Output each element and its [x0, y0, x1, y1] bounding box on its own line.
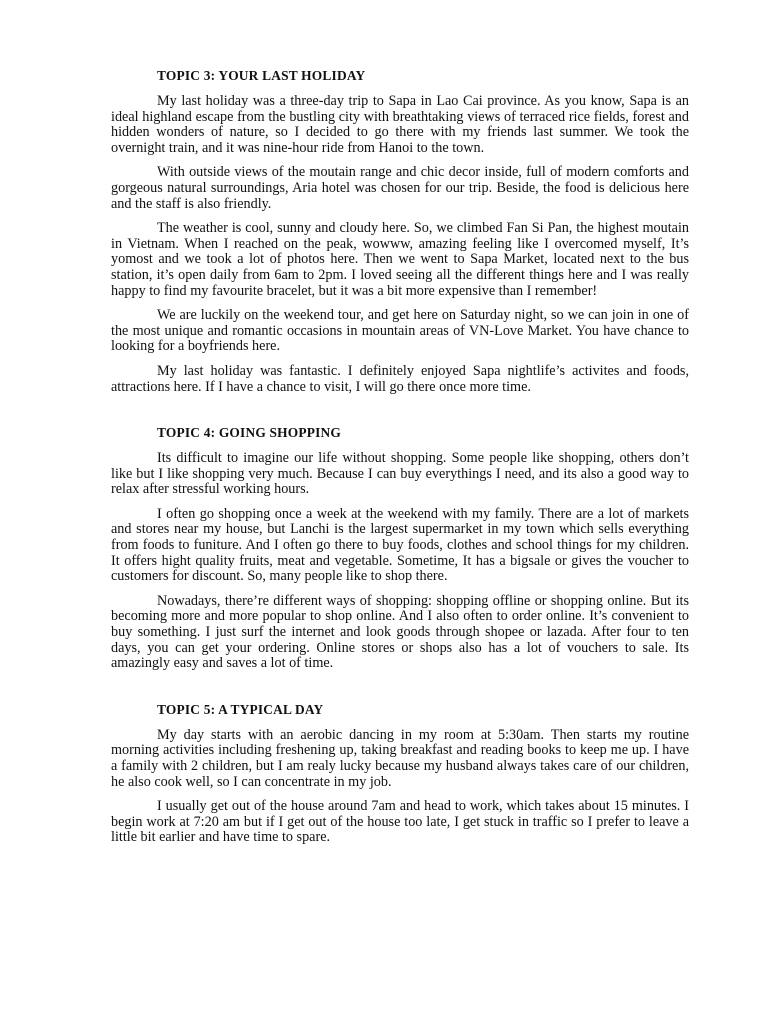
paragraph: My day starts with an aerobic dancing in my room at 5:30am. Then starts my routine morning activities including freshening up, taking breakfast and reading books to keep me up. I have a family with 2 children, but I am realy lucky because my husband always takes care of our children, he also cook well, so I can concentrate in my job.	[111, 726, 689, 790]
paragraph: I often go shopping once a week at the weekend with my family. There are a lot of markets and stores near my house, but Lanchi is the largest supermarket in my town which sells everything from foods to funiture. And I often go there to buy foods, clothes and school things for my children. It offers hight quality fruits, meat and vegetable. Sometime, It has a bigsale or gives the voucher to customers for discount. So, many people like to shop there.	[111, 505, 689, 585]
paragraph: Its difficult to imagine our life without shopping. Some people like shopping, others don’t like but I like shopping very much. Because I can buy everythings I need, and its also a good way to relax after stressful working hours.	[111, 450, 689, 498]
paragraph: Nowadays, there’re different ways of shopping: shopping offline or shopping online. But its becoming more and more popular to shop online. And I also often to order online. It’s convenient to buy something. I just surf the internet and look goods through shopee or lazada. After four to ten days, you can get your ordering. Online stores or shops also has a lot of vouchers to sale. Its amazingly easy and saves a lot of time.	[111, 592, 689, 672]
topic-5-title: TOPIC 5: A TYPICAL DAY	[157, 701, 324, 717]
topic-4-title: TOPIC 4: GOING SHOPPING	[157, 425, 342, 441]
document-page	[111, 66, 689, 874]
topic-3-section	[111, 66, 689, 395]
paragraph: My last holiday was a three-day trip to Sapa in Lao Cai province. As you know, Sapa is an ideal highland escape from the bustling city with breathtaking views of terraced rice fields, forest and hidden wonders of nature, so I decided to go there with my friends last summer. We took the overnight train, and it was nine-hour ride from Hanoi to the town.	[111, 93, 689, 156]
topic-4-section	[111, 423, 689, 672]
topic-5-section	[111, 700, 689, 846]
paragraph: We are luckily on the weekend tour, and get here on Saturday night, so we can join in one of the most unique and romantic occasions in mountain areas of VN-Love Market. You have chance to looking for a boyfriends here.	[111, 307, 689, 355]
paragraph: With outside views of the moutain range and chic decor inside, full of modern comforts and gorgeous natural surroundings, Aria hotel was chosen for our trip. Beside, the food is delicious here and the staff is also friendly.	[111, 164, 689, 212]
paragraph: The weather is cool, sunny and cloudy here. So, we climbed Fan Si Pan, the highest moutain in Vietnam. When I reached on the peak, wowww, amazing feeling like I overcomed myself, It’s yomost and we took a lot of photos here. Then we went to Sapa Market, located next to the bus station, it’s open daily from 6am to 2pm. I loved seeing all the different things here and I was really happy to find my favourite bracelet, but it was a bit more expensive than I remember!	[111, 220, 689, 299]
paragraph: I usually get out of the house around 7am and head to work, which takes about 15 minutes. I begin work at 7:20 am but if I get out of the house too late, I get stuck in traffic so I prefer to leave a little bit earlier and have time to spare.	[111, 798, 689, 846]
topic-3-title: TOPIC 3: YOUR LAST HOLIDAY	[157, 68, 366, 83]
paragraph: My last holiday was fantastic. I definitely enjoyed Sapa nightlife’s activites and foods, attractions here. If I have a chance to visit, I will go there once more time.	[111, 362, 689, 395]
